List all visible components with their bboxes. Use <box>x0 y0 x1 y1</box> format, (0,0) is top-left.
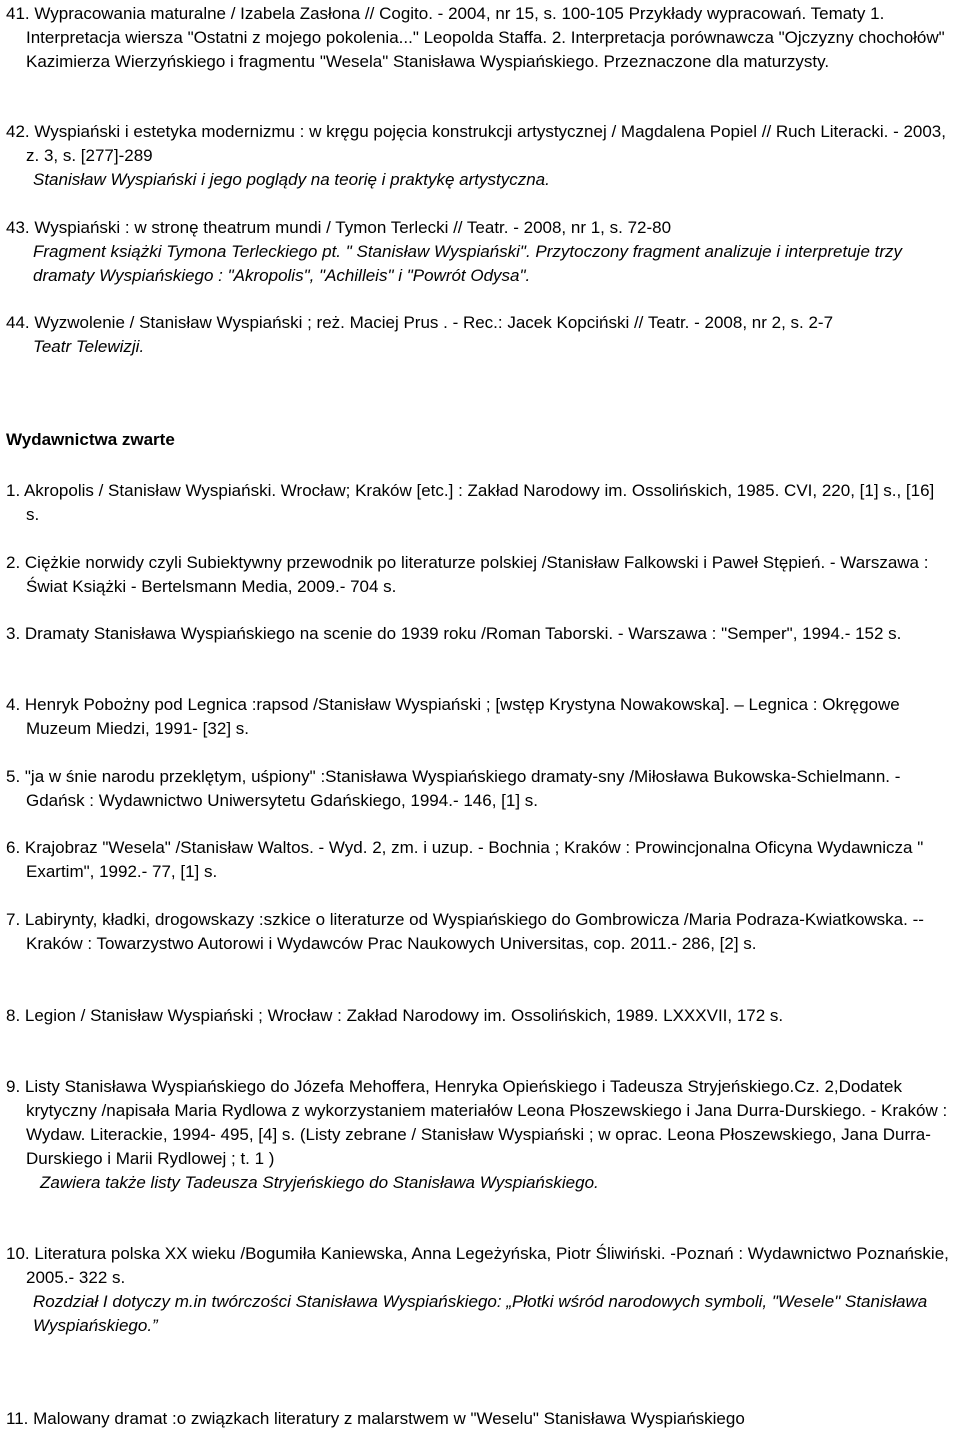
entry-41-text: 41. Wypracowania maturalne / Izabela Zasłona // Cogito. - 2004, nr 15, s. 100-105 Przykłady wypracowań. Tematy 1. Interpretacja wiersza "Ostatni z mojego pokolenia..." Leopolda Staffa. 2. Interpretacja porównawcza "Ojczyzny chochołów" Kazimierza Wierzyńskiego i fragmentu "Wesela" Stanisława Wyspiańskiego. Przeznaczone dla maturzysty. <box>6 4 945 71</box>
section-title: Wydawnictwa zwarte <box>6 430 175 449</box>
entry-42-text: 42. Wyspiański i estetyka modernizmu : w kręgu pojęcia konstrukcji artystycznej / Magdalena Popiel // Ruch Literacki. - 2003, z. 3, s. [277]-289 <box>6 122 946 165</box>
entry-43 <box>6 216 952 288</box>
entry-44 <box>6 311 952 359</box>
book-10 <box>6 1242 952 1338</box>
book-11-text: 11. Malowany dramat :o związkach literatury z malarstwem w "Weselu" Stanisława Wyspiańskiego <box>6 1409 745 1428</box>
book-2 <box>6 551 952 599</box>
book-10-note: Rozdział I dotyczy m.in twórczości Stanisława Wyspiańskiego: „Płotki wśród narodowych symboli, "Wesele" Stanisława Wyspiańskiego.” <box>33 1292 928 1335</box>
entry-43-note: Fragment książki Tymona Terleckiego pt. " Stanisław Wyspiański". Przytoczony fragment analizuje i interpretuje trzy dramaty Wyspiańskiego : "Akropolis", "Achilleis" i "Powrót Odysa". <box>33 242 903 285</box>
book-4-text: 4. Henryk Pobożny pod Legnica :rapsod /Stanisław Wyspiański ; [wstęp Krystyna Nowakowska]. – Legnica : Okręgowe Muzeum Miedzi, 1991- [32] s. <box>6 695 900 738</box>
book-3-text: 3. Dramaty Stanisława Wyspiańskiego na scenie do 1939 roku /Roman Taborski. - Warszawa : "Semper", 1994.- 152 s. <box>6 624 902 643</box>
book-2-text: 2. Ciężkie norwidy czyli Subiektywny przewodnik po literaturze polskiej /Stanisław Falkowski i Paweł Stępień. - Warszawa : Świat Książki - Bertelsmann Media, 2009.- 704 s. <box>6 553 929 596</box>
book-9 <box>6 1075 952 1195</box>
entry-42 <box>6 120 952 192</box>
book-6 <box>6 836 952 884</box>
book-7 <box>6 908 952 956</box>
book-6-text: 6. Krajobraz "Wesela" /Stanisław Waltos. - Wyd. 2, zm. i uzup. - Bochnia ; Kraków : Prowincjonalna Oficyna Wydawnicza " Exartim", 1992.- 77, [1] s. <box>6 838 924 881</box>
book-5 <box>6 765 952 813</box>
book-1 <box>6 479 952 527</box>
entry-41 <box>6 2 952 74</box>
entry-43-text: 43. Wyspiański : w stronę theatrum mundi / Tymon Terlecki // Teatr. - 2008, nr 1, s. 72-80 <box>6 218 672 237</box>
book-11 <box>6 1407 952 1431</box>
book-8 <box>6 1004 952 1028</box>
book-10-text: 10. Literatura polska XX wieku /Bogumiła Kaniewska, Anna Legeżyńska, Piotr Śliwiński. -Poznań : Wydawnictwo Poznańskie, 2005.- 322 s. <box>6 1244 949 1287</box>
book-5-text: 5. "ja w śnie narodu przeklętym, uśpiony" :Stanisława Wyspiańskiego dramaty-sny /Miłosława Bukowska-Schielmann. - Gdańsk : Wydawnictwo Uniwersytetu Gdańskiego, 1994.- 146, [1] s. <box>6 767 901 810</box>
book-9-note: Zawiera także listy Tadeusza Stryjeńskiego do Stanisława Wyspiańskiego. <box>40 1173 599 1192</box>
entry-44-note: Teatr Telewizji. <box>33 337 145 356</box>
book-1-text: 1. Akropolis / Stanisław Wyspiański. Wrocław; Kraków [etc.] : Zakład Narodowy im. Ossolińskich, 1985. CVI, 220, [1] s., [16] s. <box>6 481 935 524</box>
book-9-text: 9. Listy Stanisława Wyspiańskiego do Józefa Mehoffera, Henryka Opieńskiego i Tadeusza Stryjeńskiego.Cz. 2,Dodatek krytyczny /napisała Maria Rydlowa z wykorzystaniem materiałów Leona Płoszewskiego i Jana Durra-Durskiego. - Kraków : Wydaw. Literackie, 1994- 495, [4] s. (Listy zebrane / Stanisław Wyspiański ; w oprac. Leona Płoszewskiego, Jana Durra-Durskiego i Marii Rydlowej ; t. 1 ) <box>6 1077 948 1168</box>
book-4 <box>6 693 952 741</box>
book-7-text: 7. Labirynty, kładki, drogowskazy :szkice o literaturze od Wyspiańskiego do Gombrowicza /Maria Podraza-Kwiatkowska. -- Kraków : Towarzystwo Autorowi i Wydawców Prac Naukowych Universitas, cop. 2011.- 286, [2] s. <box>6 910 924 953</box>
entry-42-note: Stanisław Wyspiański i jego poglądy na teorię i praktykę artystyczna. <box>33 170 550 189</box>
entry-44-text: 44. Wyzwolenie / Stanisław Wyspiański ; reż. Maciej Prus . - Rec.: Jacek Kopciński // Teatr. - 2008, nr 2, s. 2-7 <box>6 313 834 332</box>
book-3 <box>6 622 952 646</box>
book-8-text: 8. Legion / Stanisław Wyspiański ; Wrocław : Zakład Narodowy im. Ossolińskich, 1989. LXXXVII, 172 s. <box>6 1006 784 1025</box>
